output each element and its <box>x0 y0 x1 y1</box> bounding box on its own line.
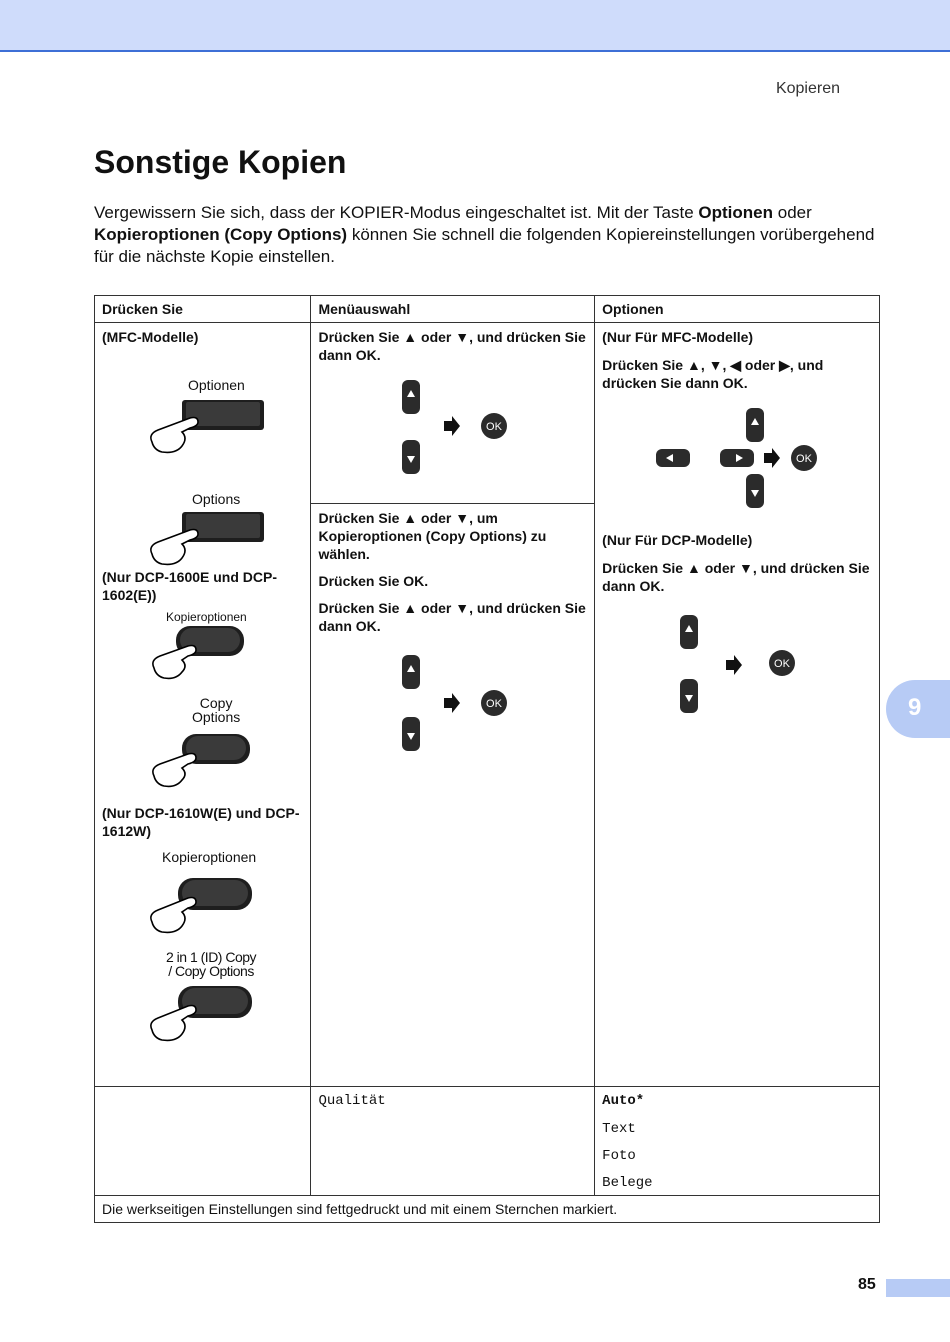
menu-instruction-ok: Drücken Sie OK. <box>318 573 429 589</box>
optionen-caption: Optionen <box>188 377 245 393</box>
optionen-button-figure <box>102 346 303 454</box>
intro-paragraph: Vergewissern Sie sich, dass der KOPIER-Modus eingeschaltet ist. Mit der Taste Optionen oder Kopieroptionen (Copy Options) können Sie schnell die folgenden Kopiereinstellungen vorübergehend für die nächste Kopie einstellen. <box>94 203 875 266</box>
table-row-quality <box>95 1087 880 1196</box>
svg-text:OK: OK <box>486 698 503 710</box>
hand-press-button-icon <box>142 982 272 1044</box>
option-text: Text <box>602 1121 636 1137</box>
four-way-ok-icon <box>654 406 824 510</box>
option-auto: Auto* <box>602 1093 645 1109</box>
col-header-press: Drücken Sie <box>95 296 311 323</box>
dcp-1610-label: (Nur DCP-1610W(E) und DCP-1612W) <box>102 805 300 839</box>
dcp-instruction: Drücken Sie ▲ oder ▼, und drücken Sie dann OK. <box>602 560 870 594</box>
svg-text:OK: OK <box>796 453 813 465</box>
hand-press-button-icon <box>146 622 276 680</box>
menu-cell-dcp <box>311 504 595 1087</box>
table-row-instructions <box>95 323 880 504</box>
2in1-caption: 2 in 1 (ID) Copy / Copy Options <box>166 949 257 979</box>
press-cell-empty <box>95 1087 311 1196</box>
2in1-button-figure <box>102 944 303 1044</box>
running-head: Kopieren <box>775 80 840 97</box>
page-number-bar <box>886 1279 950 1297</box>
page-title: Sonstige Kopien <box>94 144 347 180</box>
dcp-1600-label: (Nur DCP-1600E und DCP-1602(E)) <box>102 569 278 603</box>
menu-instruction-select: Drücken Sie ▲ oder ▼, um Kopieroptionen (Copy Options) zu wählen. <box>318 510 547 562</box>
press-cell <box>95 323 311 1087</box>
table-footnote-row <box>95 1196 880 1223</box>
copy-options-table <box>94 295 880 1223</box>
options-cell-instructions <box>595 323 880 1087</box>
menu-item-quality: Qualität <box>318 1093 386 1109</box>
option-belege: Belege <box>602 1175 653 1191</box>
options-caption: Options <box>192 491 241 507</box>
menu-item-cell <box>311 1087 595 1196</box>
mfc-models-label: (MFC-Modelle) <box>102 329 199 345</box>
mfc-only-label: (Nur Für MFC-Modelle) <box>602 329 754 345</box>
menu-cell-mfc <box>311 323 595 504</box>
options-list-cell <box>595 1087 880 1196</box>
header-band <box>0 0 950 52</box>
hand-press-button-icon <box>142 394 272 456</box>
copy-options-button-figure <box>102 682 303 798</box>
up-down-ok-icon <box>388 378 518 476</box>
page-number: 85 <box>858 1276 876 1293</box>
svg-text:OK: OK <box>774 658 791 670</box>
col-header-options: Optionen <box>595 296 880 323</box>
svg-text:OK: OK <box>486 421 503 433</box>
col-header-menu: Menüauswahl <box>311 296 595 323</box>
hand-press-button-icon <box>146 730 276 788</box>
menu-instruction-mfc: Drücken Sie ▲ oder ▼, und drücken Sie dann OK. <box>318 329 586 363</box>
up-down-ok-icon <box>672 613 802 715</box>
kopieroptionen-button-figure <box>102 604 303 682</box>
options-button-figure <box>102 454 303 566</box>
kopieroptionen2-caption: Kopieroptionen <box>162 849 257 865</box>
table-header-row <box>95 296 880 323</box>
up-down-ok-icon <box>388 653 518 753</box>
kopieroptionen2-button-figure <box>102 840 303 944</box>
copy-options-caption: Copy Options <box>192 695 241 725</box>
table-footnote: Die werkseitigen Einstellungen sind fettgedruckt und mit einem Sternchen markiert. <box>95 1196 880 1223</box>
kopieroptionen-caption: Kopieroptionen <box>166 610 247 624</box>
mfc-instruction: Drücken Sie ▲, ▼, ◀ oder ▶, und drücken Sie dann OK. <box>602 357 824 391</box>
chapter-tab: 9 <box>886 680 950 738</box>
option-foto: Foto <box>602 1148 636 1164</box>
menu-instruction-updown: Drücken Sie ▲ oder ▼, und drücken Sie dann OK. <box>318 600 586 634</box>
hand-press-button-icon <box>142 506 272 568</box>
dcp-only-label: (Nur Für DCP-Modelle) <box>602 532 753 548</box>
hand-press-button-icon <box>142 874 272 936</box>
